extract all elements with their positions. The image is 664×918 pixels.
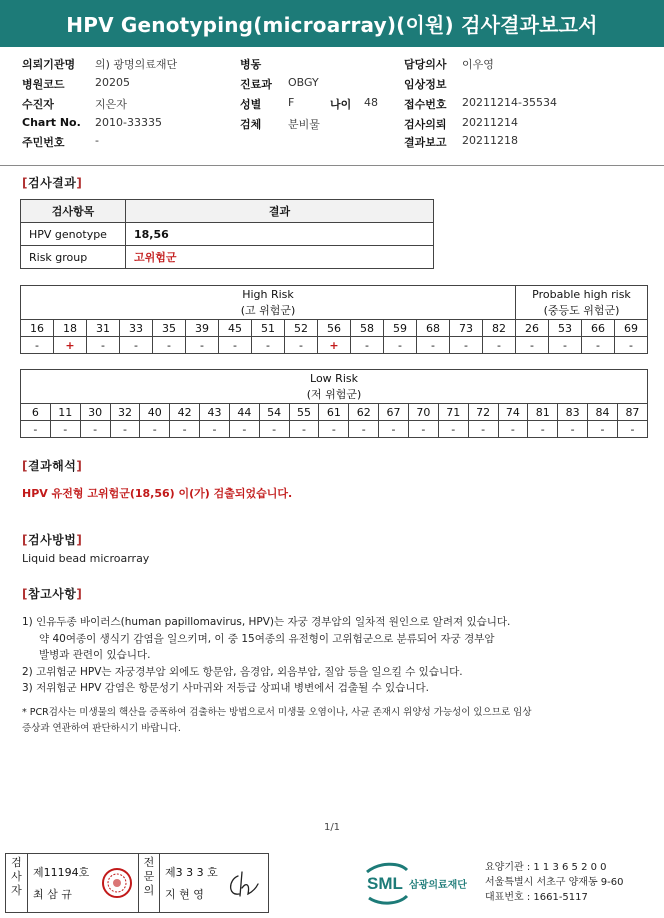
genotype-cell: 70 bbox=[408, 404, 438, 421]
ward-label: 병동 bbox=[240, 58, 262, 71]
genotype-result-cell: - bbox=[617, 421, 647, 438]
chart-label: Chart No. bbox=[22, 116, 81, 129]
genotype-cell: 68 bbox=[417, 320, 450, 337]
page-number: 1/1 bbox=[323, 822, 341, 833]
genotype-cell: 18 bbox=[54, 320, 87, 337]
specimen-label: 검체 bbox=[240, 118, 262, 131]
col-result-header: 결과 bbox=[126, 200, 434, 223]
genotype-result-cell: - bbox=[319, 421, 349, 438]
high-risk-grid bbox=[20, 285, 648, 354]
method-text: Liquid bead microarray bbox=[22, 552, 150, 565]
genotype-result-cell: - bbox=[558, 421, 588, 438]
sex-value: F bbox=[288, 96, 295, 109]
report-date-value: 20211218 bbox=[462, 134, 518, 147]
genotype-cell: 59 bbox=[384, 320, 417, 337]
genotype-cell: 69 bbox=[615, 320, 648, 337]
genotype-result-cell: - bbox=[153, 337, 186, 354]
note-1: 1) 인유두종 바이러스(human papillomavirus, HPV)는 자궁 경부암의 일차적 원인으로 알려져 있습니다. bbox=[22, 616, 511, 628]
table-row bbox=[21, 223, 434, 246]
specimen-value: 분비물 bbox=[288, 118, 320, 131]
genotype-result-cell: - bbox=[384, 337, 417, 354]
genotype-cell: 43 bbox=[200, 404, 230, 421]
inspector-label: 검 사 자 bbox=[6, 854, 28, 912]
high-risk-types-row bbox=[21, 320, 648, 337]
genotype-cell: 62 bbox=[349, 404, 379, 421]
genotype-result-cell: - bbox=[87, 337, 120, 354]
genotype-result-cell: - bbox=[468, 421, 498, 438]
genotype-result-cell: - bbox=[80, 421, 110, 438]
genotype-result-cell: - bbox=[615, 337, 648, 354]
genotype-result-cell: - bbox=[450, 337, 483, 354]
genotype-result-cell: - bbox=[200, 421, 230, 438]
probable-risk-group-header: Probable high risk (중등도 위험군) bbox=[516, 286, 648, 320]
inspector-seal bbox=[98, 854, 136, 912]
genotype-result-cell: - bbox=[408, 421, 438, 438]
genotype-cell: 45 bbox=[219, 320, 252, 337]
genotype-cell: 56 bbox=[318, 320, 351, 337]
genotype-result-cell: - bbox=[120, 337, 153, 354]
note-1-cont: 발병과 관련이 있습니다. bbox=[39, 649, 151, 661]
note-2: 2) 고위험군 HPV는 자궁경부암 외에도 항문암, 음경암, 외음부암, 질암 등을 일으킬 수 있습니다. bbox=[22, 665, 463, 678]
logo-org-name: 삼광의료재단 bbox=[409, 880, 467, 891]
chart-value: 2010-33335 bbox=[95, 116, 162, 129]
age-label: 나이 bbox=[330, 98, 352, 111]
genotype-result-cell: - bbox=[252, 337, 285, 354]
institution-label: 의뢰기관명 bbox=[22, 58, 76, 71]
patient-value: 지은자 bbox=[95, 98, 127, 111]
org-phone: 대표번호 : 1661-5117 bbox=[485, 892, 588, 903]
genotype-cell: 33 bbox=[120, 320, 153, 337]
hospital-code-label: 병원코드 bbox=[22, 78, 65, 91]
doctor-label: 담당의사 bbox=[404, 58, 447, 71]
genotype-result-cell: + bbox=[54, 337, 87, 354]
low-risk-types-row bbox=[21, 404, 648, 421]
genotype-cell: 73 bbox=[450, 320, 483, 337]
result-table bbox=[20, 199, 434, 269]
genotype-result-cell: - bbox=[516, 337, 549, 354]
sml-logo bbox=[365, 858, 485, 908]
genotype-cell: 58 bbox=[351, 320, 384, 337]
id-label: 주민번호 bbox=[22, 136, 65, 149]
genotype-cell: 66 bbox=[582, 320, 615, 337]
id-value: - bbox=[95, 134, 99, 147]
genotype-result-cell: - bbox=[186, 337, 219, 354]
genotype-cell: 42 bbox=[170, 404, 200, 421]
genotype-result-cell: - bbox=[289, 421, 319, 438]
genotype-result-cell: - bbox=[21, 421, 51, 438]
note-1-cont: 약 40여종이 생식기 감염을 일으키며, 이 중 15여종의 유전형이 고위험군으로 분류되어 자궁 경부암 bbox=[39, 632, 495, 645]
row-item: Risk group bbox=[21, 246, 126, 269]
genotype-cell: 26 bbox=[516, 320, 549, 337]
notes-list bbox=[22, 614, 652, 697]
genotype-cell: 30 bbox=[80, 404, 110, 421]
genotype-cell: 35 bbox=[153, 320, 186, 337]
low-risk-grid bbox=[20, 369, 648, 438]
genotype-result-cell: - bbox=[259, 421, 289, 438]
inspector-name: 최 삼 규 bbox=[33, 888, 72, 901]
specialist-number: 제3 3 3 호 bbox=[165, 866, 218, 879]
genotype-cell: 11 bbox=[50, 404, 80, 421]
genotype-cell: 53 bbox=[549, 320, 582, 337]
sex-label: 성별 bbox=[240, 98, 262, 111]
organization-info bbox=[485, 860, 624, 905]
request-label: 검사의뢰 bbox=[404, 118, 447, 131]
genotype-cell: 61 bbox=[319, 404, 349, 421]
genotype-cell: 71 bbox=[438, 404, 468, 421]
genotype-result-cell: - bbox=[110, 421, 140, 438]
receipt-label: 접수번호 bbox=[404, 98, 447, 111]
report-title: HPV Genotyping(microarray)(이원) 검사결과보고서 bbox=[66, 13, 598, 37]
low-risk-group-header: Low Risk (저 위험군) bbox=[21, 370, 648, 404]
genotype-cell: 54 bbox=[259, 404, 289, 421]
genotype-result-cell: - bbox=[549, 337, 582, 354]
institution-value: 의) 광명의료재단 bbox=[95, 58, 178, 71]
report-header bbox=[0, 0, 664, 47]
genotype-cell: 55 bbox=[289, 404, 319, 421]
table-row bbox=[21, 246, 434, 269]
genotype-result-cell: - bbox=[379, 421, 409, 438]
genotype-result-cell: - bbox=[140, 421, 170, 438]
interpretation-text: HPV 유전형 고위험군(18,56) 이(가) 검출되었습니다. bbox=[22, 487, 293, 500]
row-result: 18,56 bbox=[126, 223, 434, 246]
genotype-result-cell: - bbox=[50, 421, 80, 438]
genotype-cell: 83 bbox=[558, 404, 588, 421]
high-risk-group-header: High Risk (고 위험군) bbox=[21, 286, 516, 320]
high-risk-results-row bbox=[21, 337, 648, 354]
genotype-result-cell: - bbox=[229, 421, 259, 438]
request-value: 20211214 bbox=[462, 116, 518, 129]
genotype-result-cell: - bbox=[285, 337, 318, 354]
row-item: HPV genotype bbox=[21, 223, 126, 246]
genotype-cell: 16 bbox=[21, 320, 54, 337]
genotype-cell: 81 bbox=[528, 404, 558, 421]
genotype-cell: 74 bbox=[498, 404, 528, 421]
doctor-value: 이우영 bbox=[462, 58, 494, 71]
genotype-result-cell: - bbox=[417, 337, 450, 354]
genotype-cell: 32 bbox=[110, 404, 140, 421]
genotype-result-cell: - bbox=[588, 421, 618, 438]
genotype-result-cell: - bbox=[170, 421, 200, 438]
genotype-result-cell: - bbox=[483, 337, 516, 354]
patient-label: 수진자 bbox=[22, 98, 54, 111]
age-value: 48 bbox=[364, 96, 378, 109]
genotype-result-cell: + bbox=[318, 337, 351, 354]
interpretation-section-title: [결과해석] bbox=[22, 459, 83, 473]
genotype-result-cell: - bbox=[349, 421, 379, 438]
logo-text: SML bbox=[367, 874, 403, 893]
genotype-result-cell: - bbox=[498, 421, 528, 438]
genotype-result-cell: - bbox=[582, 337, 615, 354]
footnote: * PCR검사는 미생물의 핵산을 증폭하여 검출하는 방법으로서 미생물 오염이나, 사균 존재시 위양성 가능성이 있으므로 임상 증상과 연관하여 판단하시기 바랍니다. bbox=[22, 707, 532, 734]
dept-label: 진료과 bbox=[240, 78, 272, 91]
genotype-cell: 84 bbox=[588, 404, 618, 421]
genotype-result-cell: - bbox=[351, 337, 384, 354]
genotype-cell: 67 bbox=[379, 404, 409, 421]
clinical-label: 임상정보 bbox=[404, 78, 447, 91]
genotype-cell: 51 bbox=[252, 320, 285, 337]
patient-info bbox=[0, 48, 664, 166]
method-section-title: [검사방법] bbox=[22, 533, 83, 547]
col-item-header: 검사항목 bbox=[21, 200, 126, 223]
genotype-result-cell: - bbox=[219, 337, 252, 354]
note-3: 3) 저위험군 HPV 감염은 항문성기 사마귀와 저등급 상피내 병변에서 검출될 수 있습니다. bbox=[22, 682, 429, 694]
specialist-signature bbox=[224, 854, 264, 912]
row-result: 고위험군 bbox=[126, 246, 434, 269]
low-risk-results-row bbox=[21, 421, 648, 438]
inspector-number: 제11194호 bbox=[33, 866, 90, 879]
dept-value: OBGY bbox=[288, 76, 319, 89]
genotype-cell: 6 bbox=[21, 404, 51, 421]
genotype-cell: 44 bbox=[229, 404, 259, 421]
specialist-name: 지 현 영 bbox=[165, 888, 204, 901]
notes-section-title: [참고사항] bbox=[22, 587, 83, 601]
genotype-cell: 87 bbox=[617, 404, 647, 421]
genotype-cell: 31 bbox=[87, 320, 120, 337]
genotype-cell: 72 bbox=[468, 404, 498, 421]
hospital-code-value: 20205 bbox=[95, 76, 130, 89]
signature-block bbox=[5, 853, 269, 913]
genotype-cell: 40 bbox=[140, 404, 170, 421]
org-address: 서울특별시 서초구 양재동 9-60 bbox=[485, 877, 624, 888]
genotype-result-cell: - bbox=[21, 337, 54, 354]
result-section-title: [검사결과] bbox=[22, 176, 83, 190]
org-code: 요양기관 : 1 1 3 6 5 2 0 0 bbox=[485, 862, 607, 873]
genotype-result-cell: - bbox=[528, 421, 558, 438]
report-date-label: 결과보고 bbox=[404, 136, 447, 149]
genotype-cell: 82 bbox=[483, 320, 516, 337]
genotype-result-cell: - bbox=[438, 421, 468, 438]
genotype-cell: 39 bbox=[186, 320, 219, 337]
receipt-value: 20211214-35534 bbox=[462, 96, 557, 109]
specialist-label: 전 문 의 bbox=[138, 854, 160, 912]
genotype-cell: 52 bbox=[285, 320, 318, 337]
